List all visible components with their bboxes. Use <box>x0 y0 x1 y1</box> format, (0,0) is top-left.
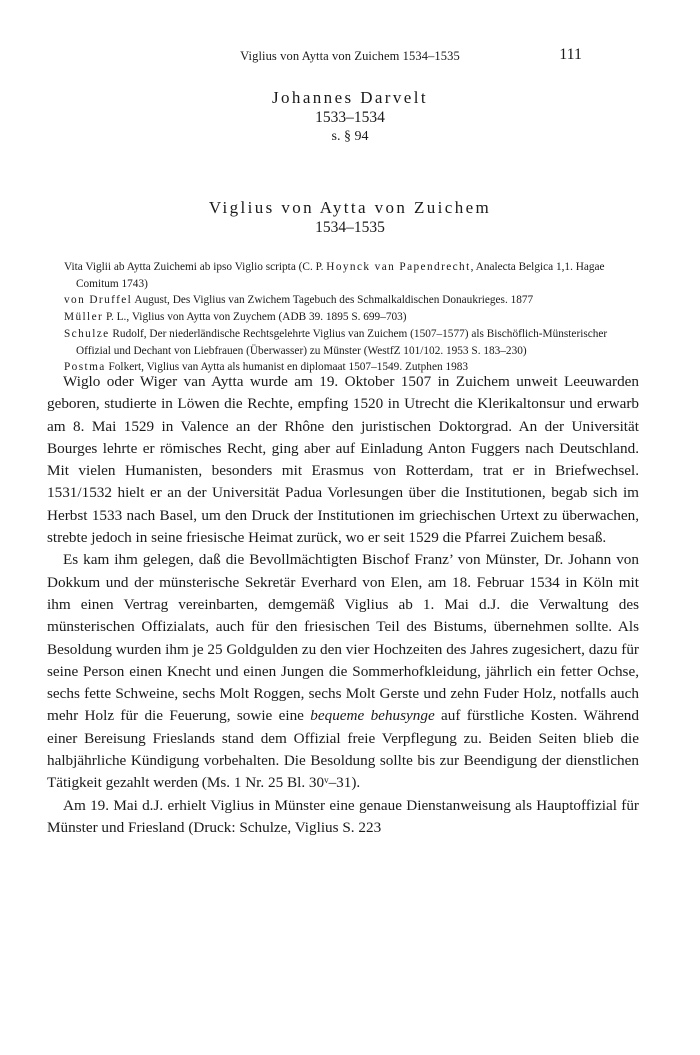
bibliography-entry: Vita Viglii ab Aytta Zuichemi ab ipso Viglio scripta (C. P. Hoynck van Papendrecht, Analecta Belgica 1,1. Hagae Comitum 1743) <box>64 261 605 290</box>
bibliography-entry: Schulze Rudolf, Der niederländische Rechtsgelehrte Viglius van Zuichem (1507–1577) als Bischöflich-Münsterischer Offizial und Dechant von Liebfrauen (Überwasser) zu Münster (WestfZ 101/102. 1953 S. 183–230) <box>64 327 608 357</box>
running-head <box>0 46 700 69</box>
entry-name: Viglius von Aytta von Zuichem <box>208 198 492 217</box>
page-number: 111 <box>559 46 582 63</box>
bib-author: Schulze <box>64 327 110 340</box>
bibliography-entry: Postma Folkert, Viglius van Aytta als humanist en diplomaat 1507–1549. Zutphen 1983 <box>64 361 469 374</box>
entry-years: 1533–1534 <box>315 109 385 126</box>
bibliography-entry: von Druffel August, Des Viglius van Zwichem Tagebuch des Schmalkaldischen Donaukrieges. 1877 <box>64 294 534 307</box>
bibliography-entry: Müller P. L., Viglius von Aytta von Zuychem (ADB 39. 1895 S. 699–703) <box>64 311 407 324</box>
paragraph-2: Es kam ihm gelegen, daß die Bevollmächtigten Bischof Franz’ von Münster, Dr. Johann von Dokkum und der münsterische Sekretär Everhard von Elen, am 18. Februar 1534 in Köln mit ihm einen Vertrag vereinbarten, demgemäß Viglius ab 1. Mai d.J. die Verwaltung des münsterischen Offizialats, auch für den friesischen Teil des Bistums, übernehmen sollte. Als Besoldung wurden ihm je 25 Goldgulden zu den vier Hochzeiten des Jahres zugesichert, dazu für seine Person einen Knecht und einen Jungen die Sommerhofkleidung, jährlich ein fetter Ochse, sechs fette Schweine, sechs Molt Roggen, sechs Molt Gerste und zehn Fuder Holz, notfalls auch mehr Holz für die Feuerung, sowie eine bequeme behusynge auf fürstliche Kosten. Während einer Bereisung Frieslands stand dem Offizial freie Verpflegung zu. Beiden Seiten blieb die halbjährliche Kündigung vorbehalten. Die Besoldung sollte bis zur Beendigung der dienstlichen Tätigkeit gezahlt werden (Ms. 1 Nr. 25 Bl. 30ᵛ–31). <box>47 551 639 792</box>
cross-reference: s. § 94 <box>331 129 369 144</box>
running-head-title: Viglius von Aytta von Zuichem 1534–1535 <box>240 49 460 63</box>
entry-heading-darvelt <box>0 88 700 146</box>
bibliography <box>64 259 639 376</box>
bib-author: Postma <box>64 361 106 374</box>
paragraph-1: Wiglo oder Wiger van Aytta wurde am 19. Oktober 1507 in Zuichem unweit Leeuwarden geboren, studierte in Löwen die Rechte, empfing 1520 in Utrecht die Klerikaltonsur und erwarb am 8. Mai 1529 in Valence an der Rhône den juristischen Doktorgrad. An der Universität Bourges lehrte er römisches Recht, ging aber auf Einladung Anton Fuggers nach Deutschland. Mit vielen Humanisten, besonders mit Erasmus von Rotterdam, trat er in Briefwechsel. 1531/1532 hielt er an der Universität Padua Vorlesungen über die Institutionen, begab sich im Herbst 1533 nach Basel, um den Druck der Institutionen im griechischen Urtext zu überwachen, strebte jedoch in seine friesische Heimat zurück, wo er seit 1529 die Pfarrei Zuichem besaß. <box>47 373 639 547</box>
body-text <box>47 371 639 839</box>
bib-author: Müller <box>64 311 104 324</box>
bib-author: von Druffel <box>64 294 133 307</box>
paragraph-3: Am 19. Mai d.J. erhielt Viglius in Münster eine genaue Dienstanweisung als Hauptoffizial für Münster und Friesland (Druck: Schulze, Viglius S. 223 <box>47 796 639 836</box>
entry-heading-viglius <box>0 198 700 237</box>
entry-years: 1534–1535 <box>315 219 385 236</box>
entry-name: Johannes Darvelt <box>272 88 428 107</box>
quoted-phrase: bequeme behusynge <box>310 707 435 725</box>
